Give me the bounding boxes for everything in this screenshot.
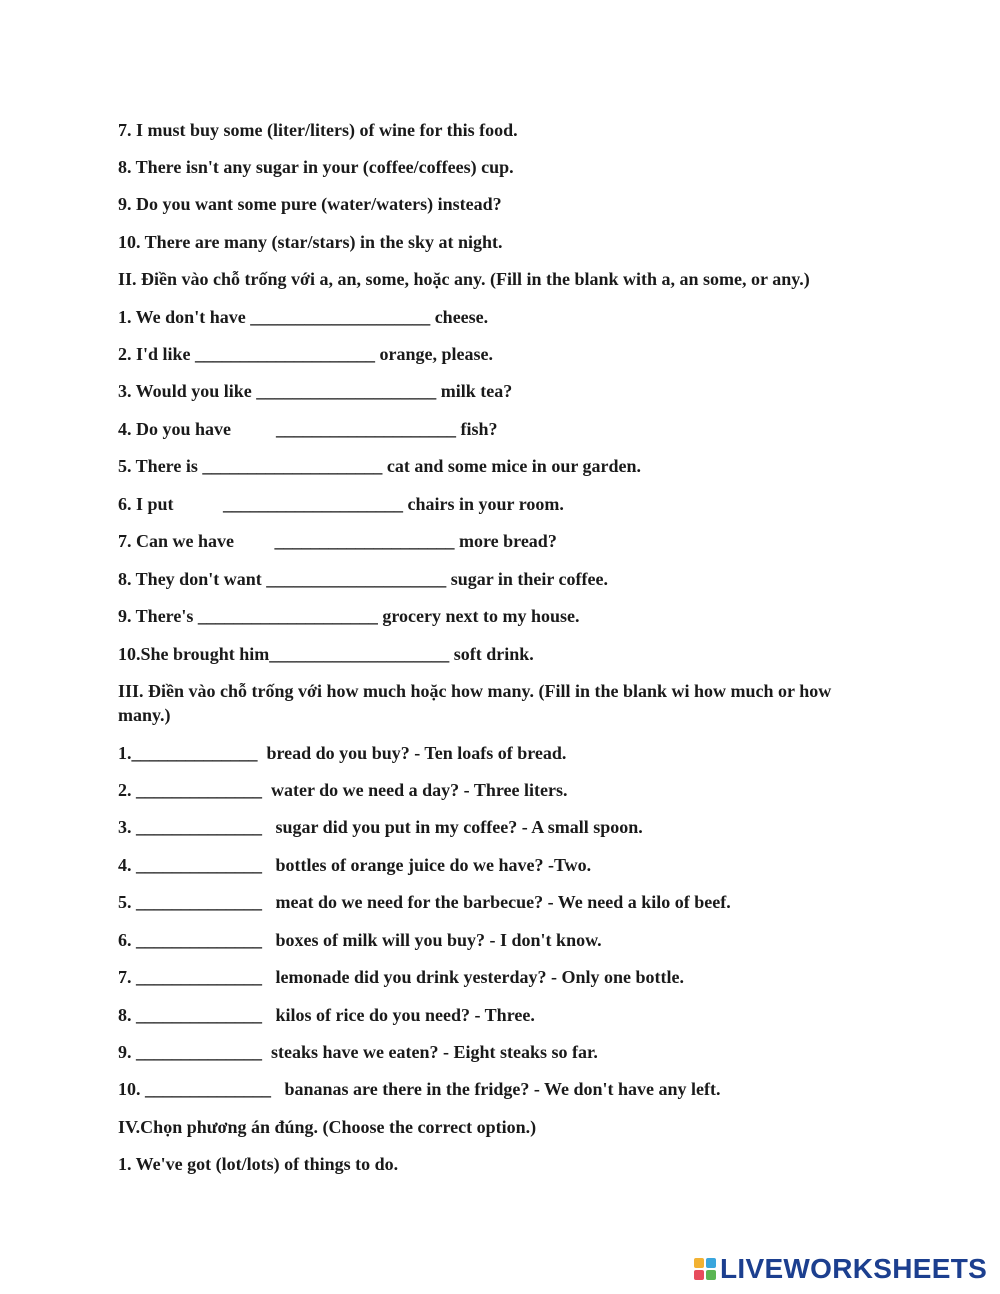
question-3-1: 1.______________ bread do you buy? - Ten loafs of bread.: [118, 743, 567, 763]
question-1-7: 7. I must buy some (liter/liters) of wine for this food.: [118, 120, 518, 140]
question-3-3: 3. ______________ sugar did you put in my coffee? - A small spoon.: [118, 817, 643, 837]
question-2-1: 1. We don't have ____________________ cheese.: [118, 307, 489, 327]
logo-square-icon: [694, 1270, 704, 1280]
question-3-4: 4. ______________ bottles of orange juice do we have? -Two.: [118, 855, 592, 875]
question-2-7: 7. Can we have ____________________ more bread?: [118, 531, 557, 551]
logo-square-icon: [706, 1258, 716, 1268]
question-2-4: 4. Do you have ____________________ fish?: [118, 419, 498, 439]
question-2-10: 10.She brought him____________________ soft drink.: [118, 644, 534, 664]
question-3-8: 8. ______________ kilos of rice do you need? - Three.: [118, 1005, 535, 1025]
question-3-2: 2. ______________ water do we need a day? - Three liters.: [118, 780, 568, 800]
question-3-6: 6. ______________ boxes of milk will you buy? - I don't know.: [118, 930, 602, 950]
section-4-heading: IV.Chọn phương án đúng. (Choose the correct option.): [118, 1117, 537, 1137]
question-1-10: 10. There are many (star/stars) in the sky at night.: [118, 232, 503, 252]
logo-square-icon: [706, 1270, 716, 1280]
question-3-9: 9. ______________ steaks have we eaten? - Eight steaks so far.: [118, 1042, 598, 1062]
question-2-9: 9. There's ____________________ grocery next to my house.: [118, 606, 580, 626]
question-3-10: 10. ______________ bananas are there in the fridge? - We don't have any left.: [118, 1079, 721, 1099]
section-2-heading: II. Điền vào chỗ trống với a, an, some, hoặc any. (Fill in the blank with a, an some, or any.): [118, 269, 810, 289]
liveworksheets-logo-icon: [694, 1258, 716, 1280]
logo-square-icon: [694, 1258, 704, 1268]
question-2-3: 3. Would you like ____________________ milk tea?: [118, 381, 513, 401]
question-2-8: 8. They don't want ____________________ sugar in their coffee.: [118, 569, 609, 589]
question-2-5: 5. There is ____________________ cat and some mice in our garden.: [118, 456, 641, 476]
question-3-5: 5. ______________ meat do we need for the barbecue? - We need a kilo of beef.: [118, 892, 731, 912]
question-2-6: 6. I put ____________________ chairs in your room.: [118, 494, 564, 514]
question-1-9: 9. Do you want some pure (water/waters) instead?: [118, 194, 502, 214]
question-3-7: 7. ______________ lemonade did you drink yesterday? - Only one bottle.: [118, 967, 685, 987]
question-4-1: 1. We've got (lot/lots) of things to do.: [118, 1154, 399, 1174]
liveworksheets-logo[interactable]: [694, 1254, 987, 1284]
logo-text: LIVEWORKSHEETS: [720, 1253, 988, 1284]
question-1-8: 8. There isn't any sugar in your (coffee/coffees) cup.: [118, 157, 514, 177]
section-3-heading: III. Điền vào chỗ trống với how much hoặc how many. (Fill in the blank wi how much or how many.): [118, 681, 832, 725]
question-2-2: 2. I'd like ____________________ orange, please.: [118, 344, 494, 364]
